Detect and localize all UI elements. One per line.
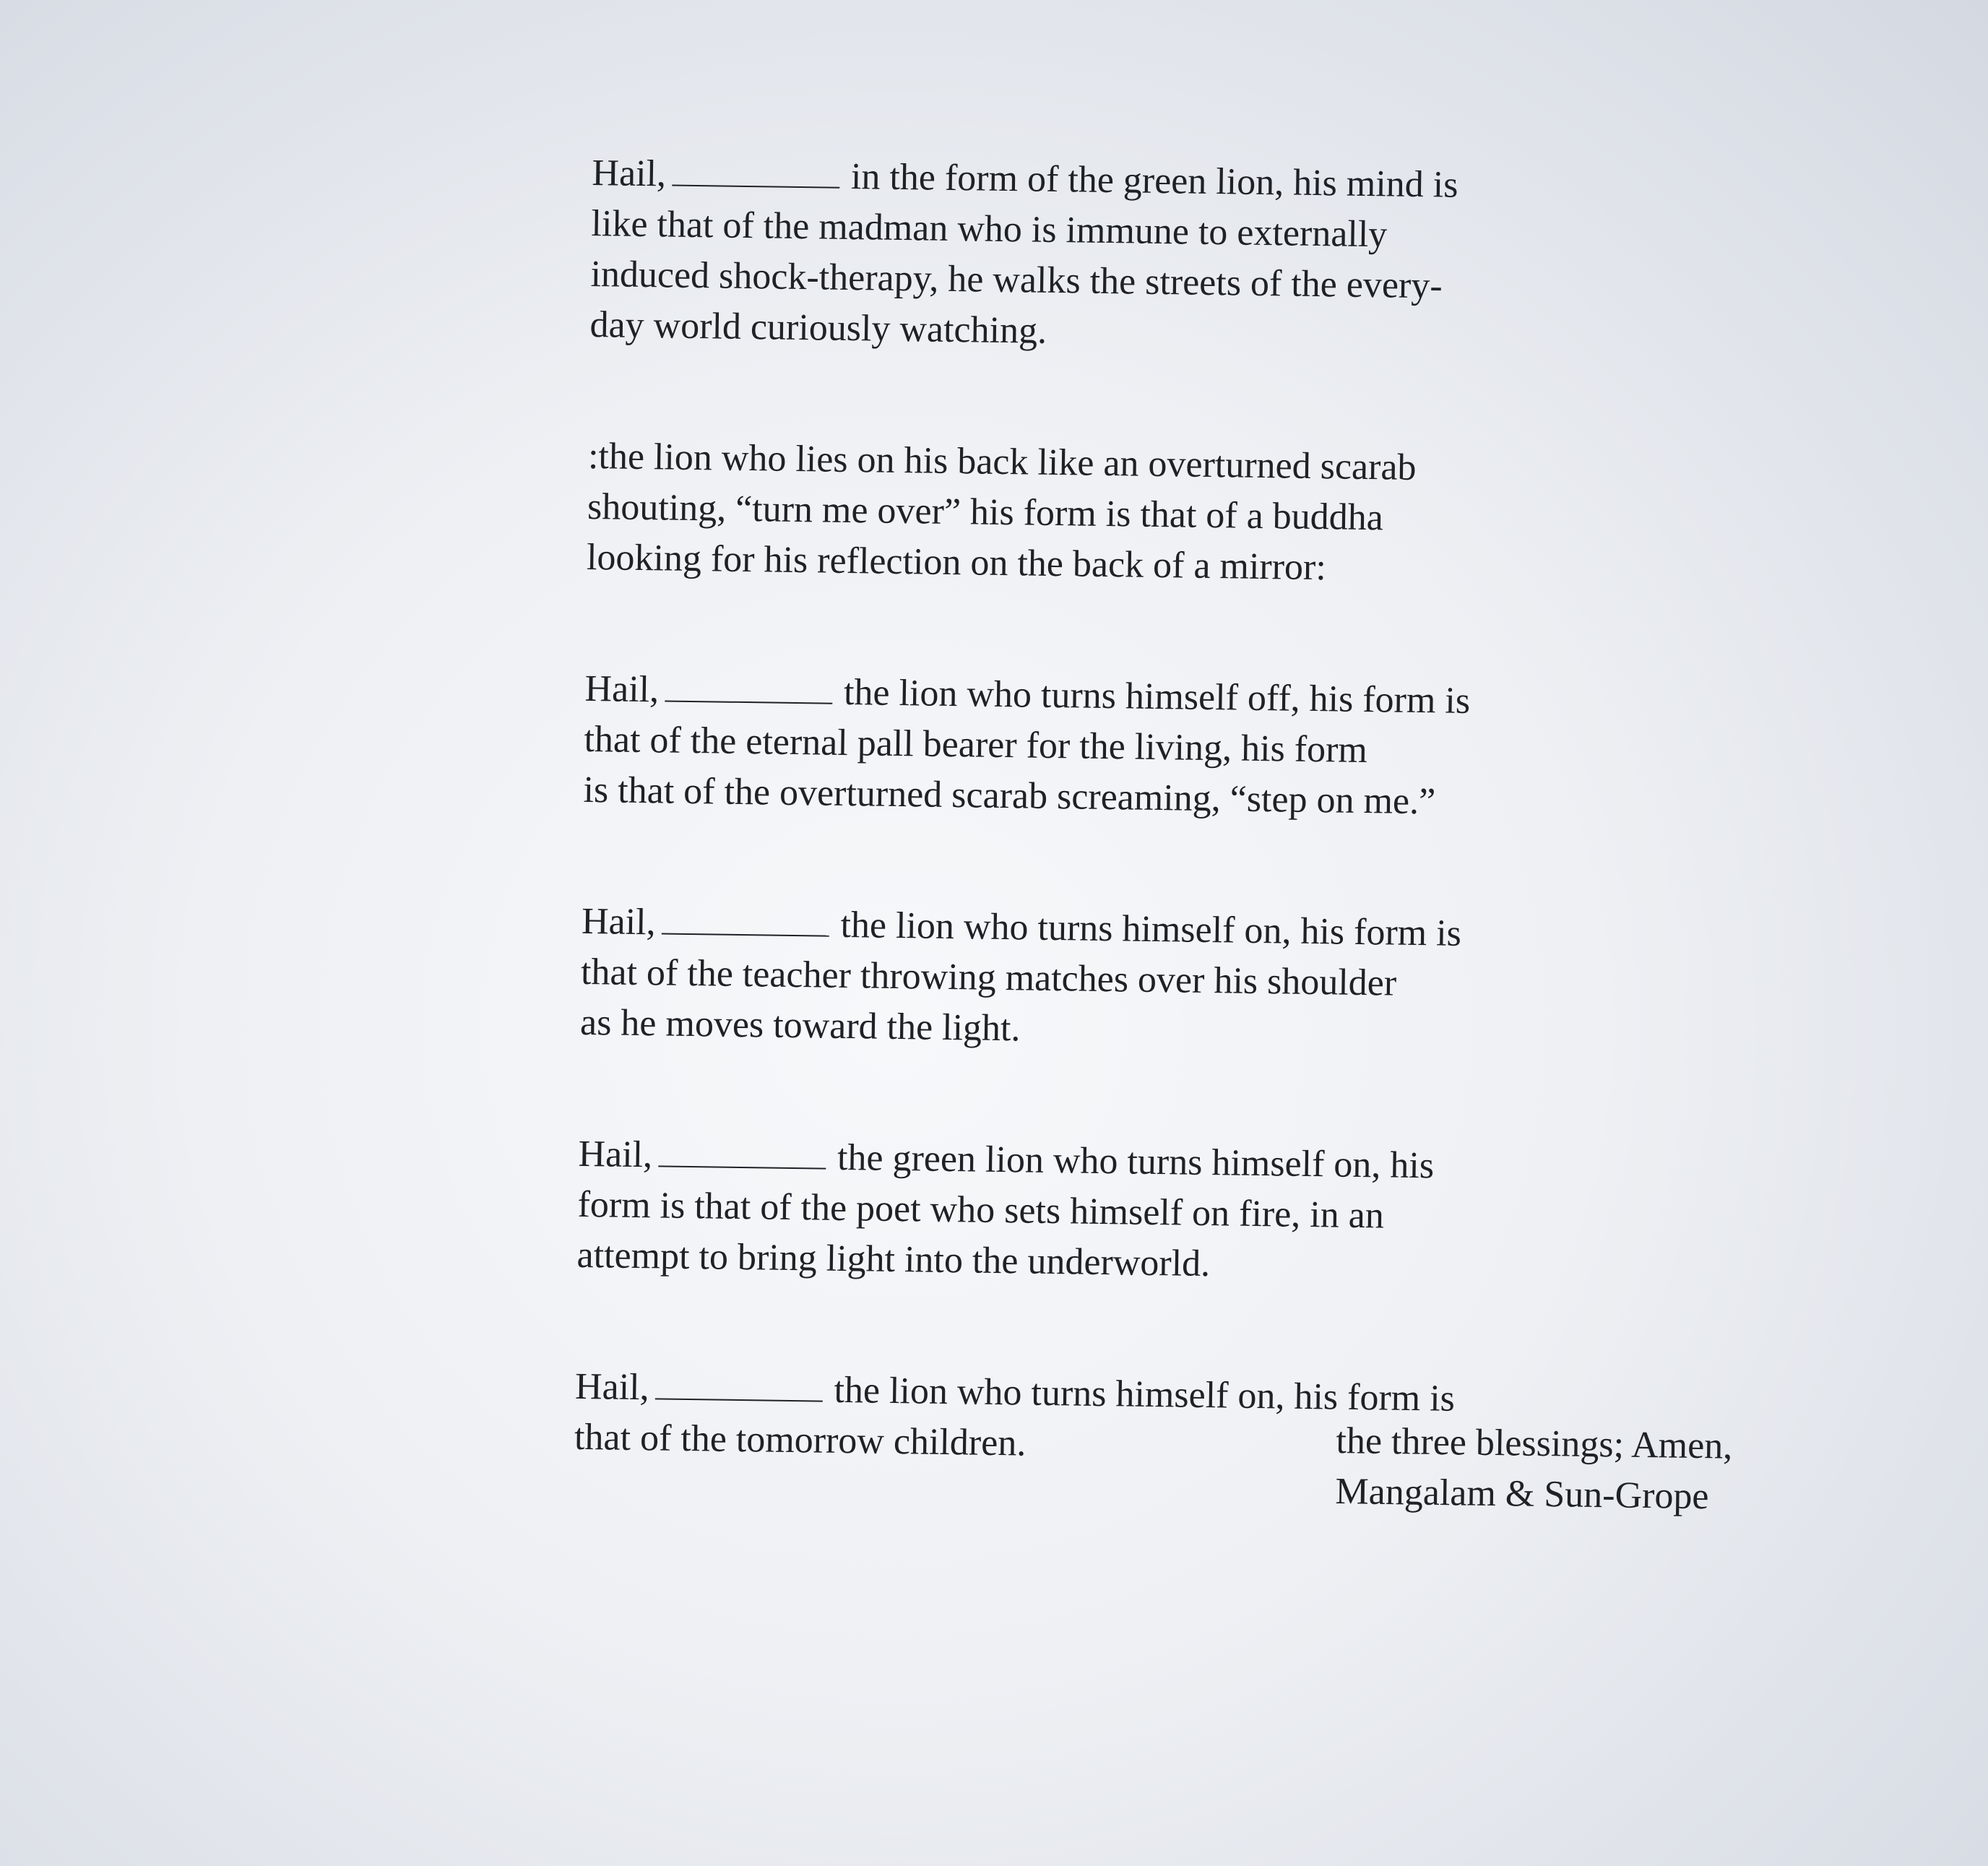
poem-line: as he moves toward the light. — [579, 1001, 1021, 1050]
stanza-3 — [583, 664, 1654, 831]
signature-line: the three blessings; Amen, — [1336, 1420, 1733, 1467]
line-lead: Hail, — [578, 1133, 653, 1176]
fill-in-blank — [658, 1165, 826, 1169]
line-rest: the lion who turns himself off, his form is — [843, 671, 1471, 722]
stanza-2 — [587, 431, 1658, 598]
poem-body — [573, 148, 1661, 1558]
poem-line: day world curiously watching. — [589, 303, 1047, 352]
poem-line: shouting, “turn me over” his form is that of a buddha — [587, 485, 1384, 539]
fill-in-blank — [661, 933, 829, 936]
line-rest: the lion who turns himself on, his form is — [834, 1369, 1456, 1420]
fill-in-blank — [665, 700, 832, 704]
poem-line: looking for his reflection on the back of a mirror: — [586, 536, 1327, 589]
fill-in-blank — [654, 1398, 822, 1401]
poem-line: form is that of the poet who sets himself on fire, in an — [577, 1183, 1385, 1237]
poem-line: :the lion who lies on his back like an overturned scarab — [587, 435, 1417, 488]
signature-line: Mangalam & Sun-Grope — [1335, 1470, 1709, 1518]
poem-line: that of the tomorrow children. — [574, 1416, 1027, 1464]
fill-in-blank — [672, 185, 839, 189]
stanza-1 — [589, 148, 1661, 366]
stanza-5 — [576, 1129, 1648, 1296]
poem-line: that of the teacher throwing matches over his shoulder — [580, 951, 1397, 1004]
poem-line: like that of the madman who is immune to externally — [591, 202, 1388, 256]
line-lead: Hail, — [581, 900, 656, 943]
closing-signature — [1335, 1416, 1733, 1523]
line-rest: in the form of the green lion, his mind is — [850, 156, 1458, 206]
poem-line: attempt to bring light into the underworld. — [576, 1234, 1211, 1285]
line-lead: Hail, — [592, 152, 667, 195]
poem-line: induced shock-therapy, he walks the streets of the every- — [590, 253, 1443, 307]
line-lead: Hail, — [574, 1365, 649, 1409]
line-lead: Hail, — [584, 668, 660, 711]
poem-line: is that of the overturned scarab screaming, “step on me.” — [583, 769, 1436, 823]
poem-line: that of the eternal pall bearer for the living, his form — [584, 718, 1368, 772]
stanza-4 — [580, 897, 1651, 1063]
line-rest: the lion who turns himself on, his form is — [840, 904, 1462, 954]
line-rest: the green lion who turns himself on, his — [837, 1136, 1435, 1187]
